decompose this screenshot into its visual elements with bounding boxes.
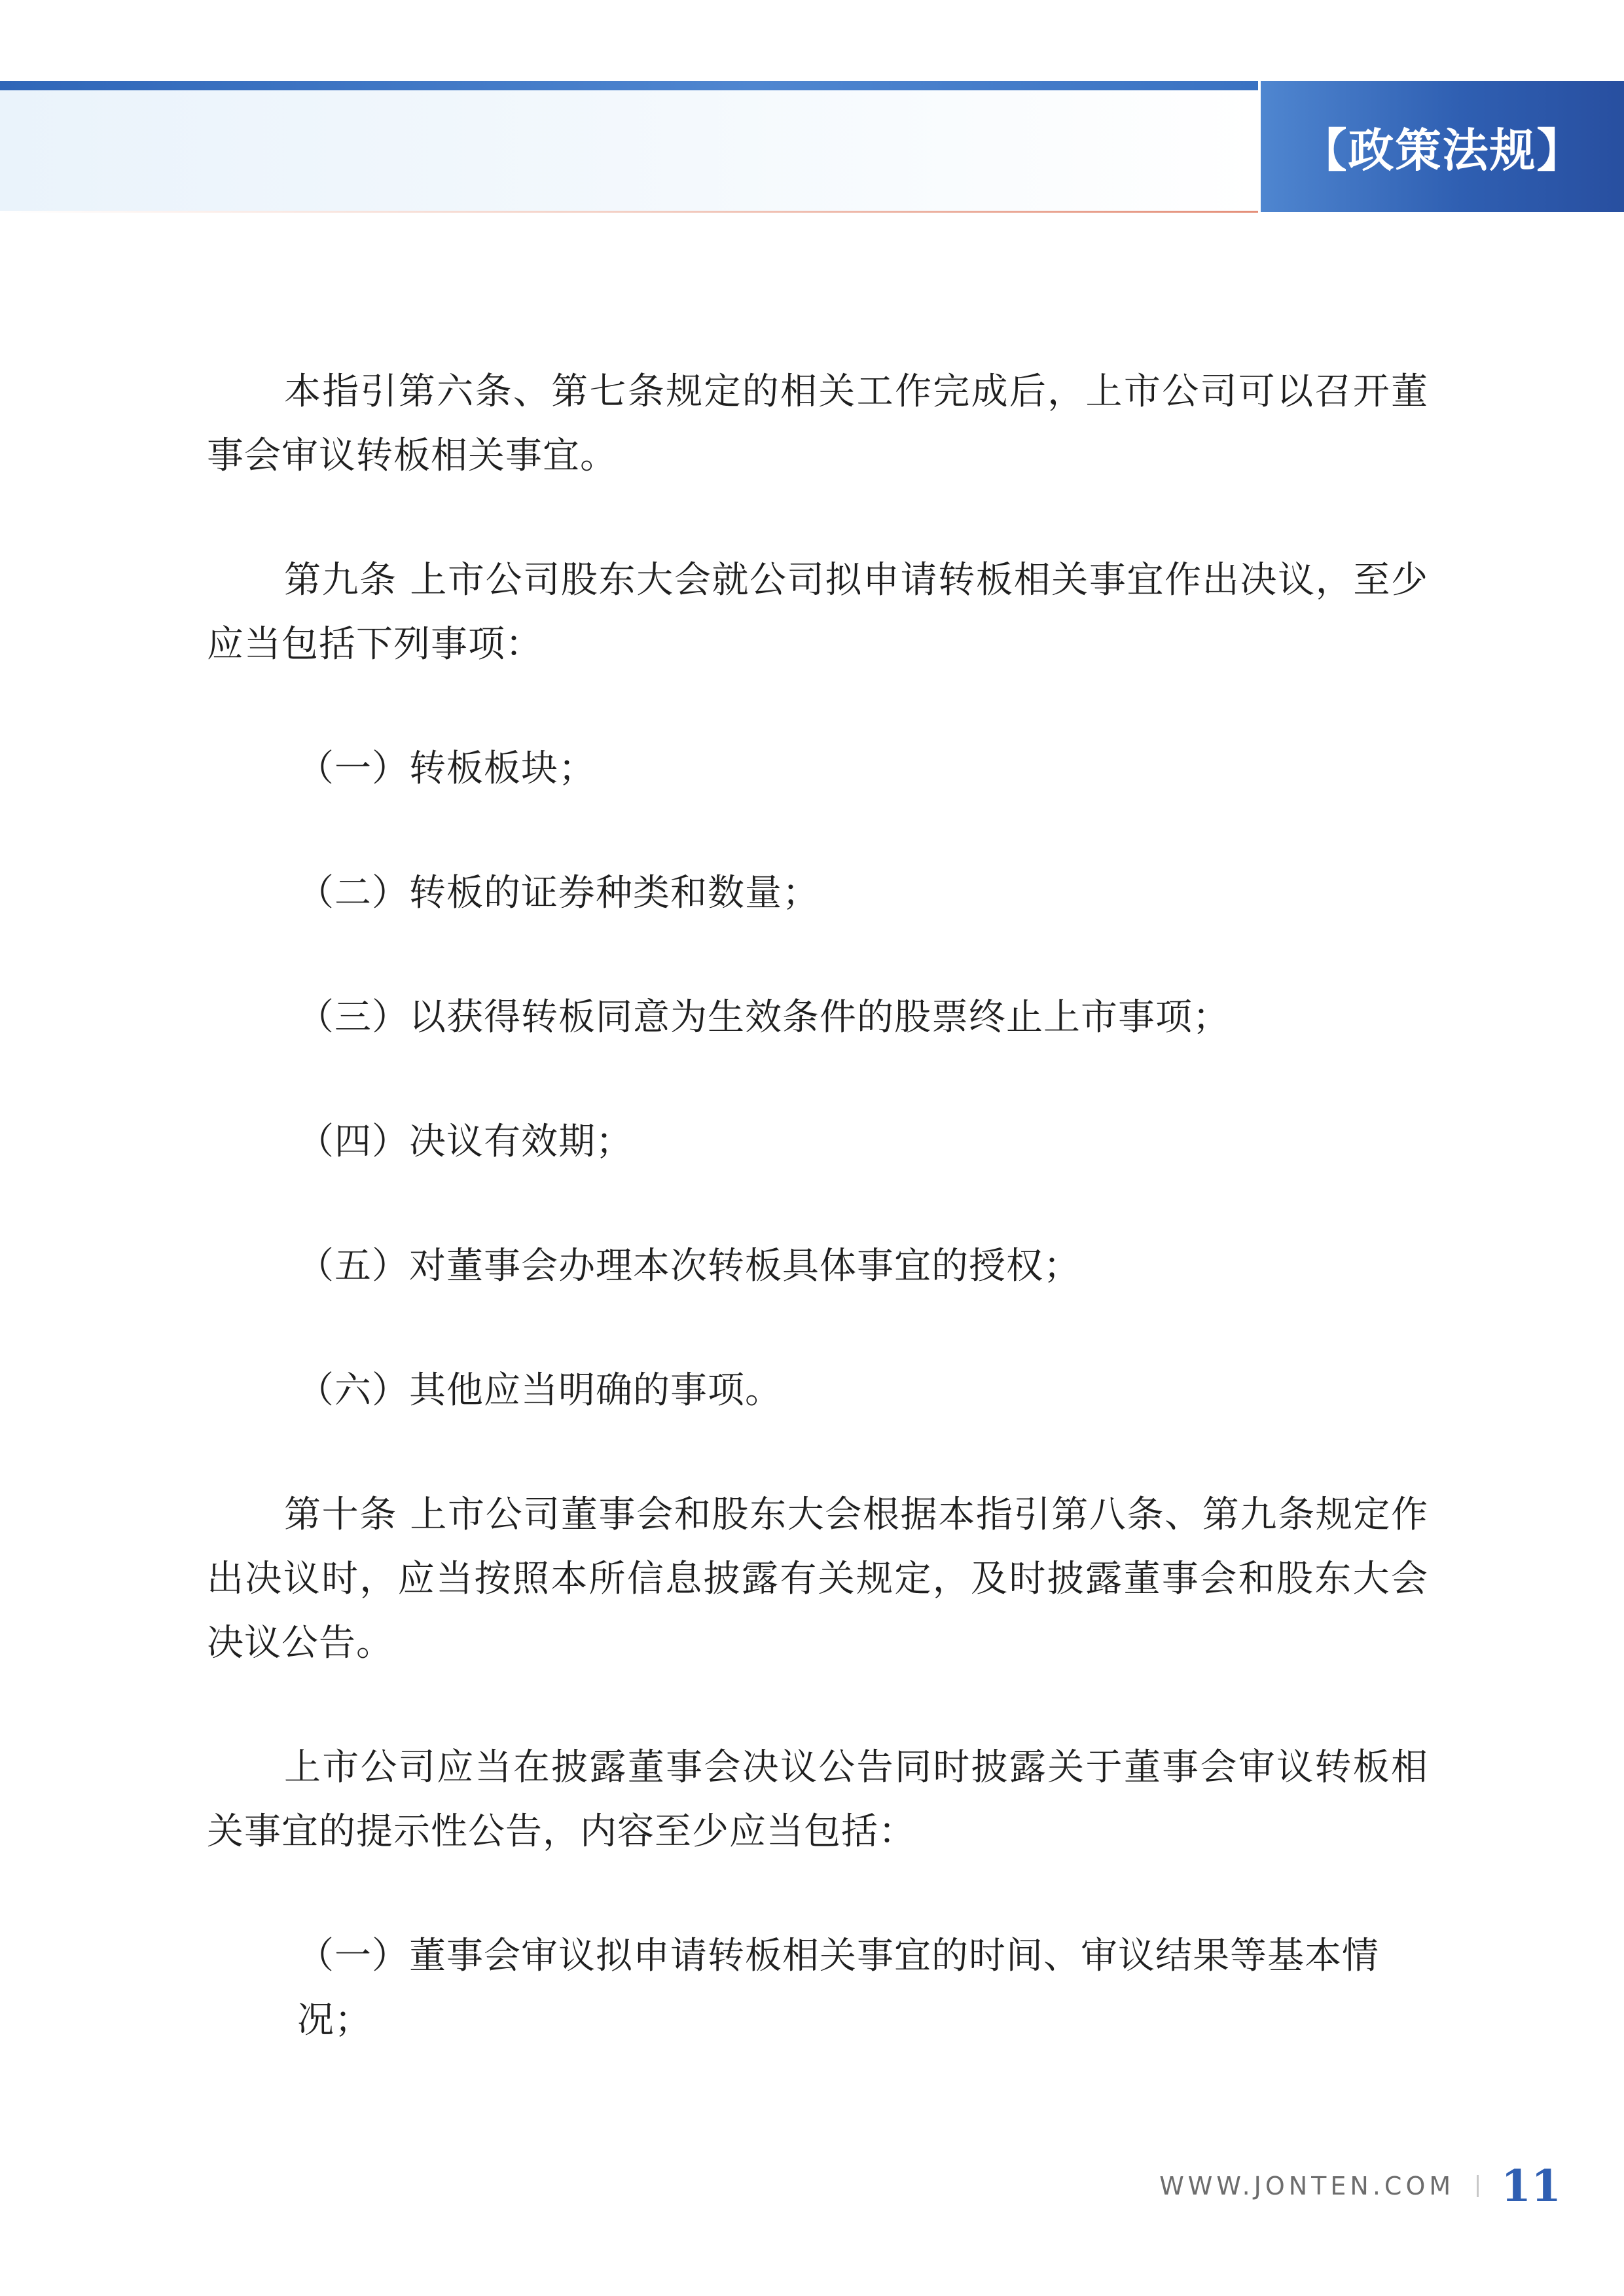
header-band: [0, 90, 1258, 212]
page-number: 11: [1501, 2161, 1561, 2212]
list-item: （三）以获得转板同意为生效条件的股票终止上市事项；: [297, 996, 1230, 1039]
header-underline: [0, 211, 1258, 213]
paragraph: 本指引第六条、第七条规定的相关工作完成后，上市公司可以召开董事会审议转板相关事宜。: [207, 370, 1428, 477]
footer-divider: [1477, 2175, 1479, 2197]
article-body: [207, 360, 1428, 2113]
page-header: [0, 81, 1624, 212]
list-item: （六）其他应当明确的事项。: [297, 1369, 782, 1412]
list-item: （一）转板板块；: [297, 747, 596, 790]
page-footer: [1159, 2160, 1561, 2212]
list-item: （二）转板的证券种类和数量；: [297, 872, 820, 914]
list-item: （五）对董事会办理本次转板具体事宜的授权；: [297, 1245, 1081, 1287]
paragraph-article-9: 第九条 上市公司股东大会就公司拟申请转板相关事宜作出决议，至少应当包括下列事项：: [207, 559, 1428, 666]
section-tag-label: 【政策法规】: [1301, 123, 1584, 177]
list-item: （四）决议有效期；: [297, 1121, 633, 1163]
header-top-line: [0, 81, 1258, 90]
section-tag: [1261, 81, 1624, 212]
paragraph: 上市公司应当在披露董事会决议公告同时披露关于董事会审议转板相关事宜的提示性公告，内容至少应当包括：: [207, 1746, 1428, 1853]
website-link[interactable]: WWW.JONTEN.COM: [1159, 2172, 1455, 2200]
list-item: （一）董事会审议拟申请转板相关事宜的时间、审议结果等基本情况；: [297, 1935, 1379, 2041]
paragraph-article-10: 第十条 上市公司董事会和股东大会根据本指引第八条、第九条规定作出决议时，应当按照本所信息披露有关规定，及时披露董事会和股东大会决议公告。: [207, 1494, 1428, 1664]
